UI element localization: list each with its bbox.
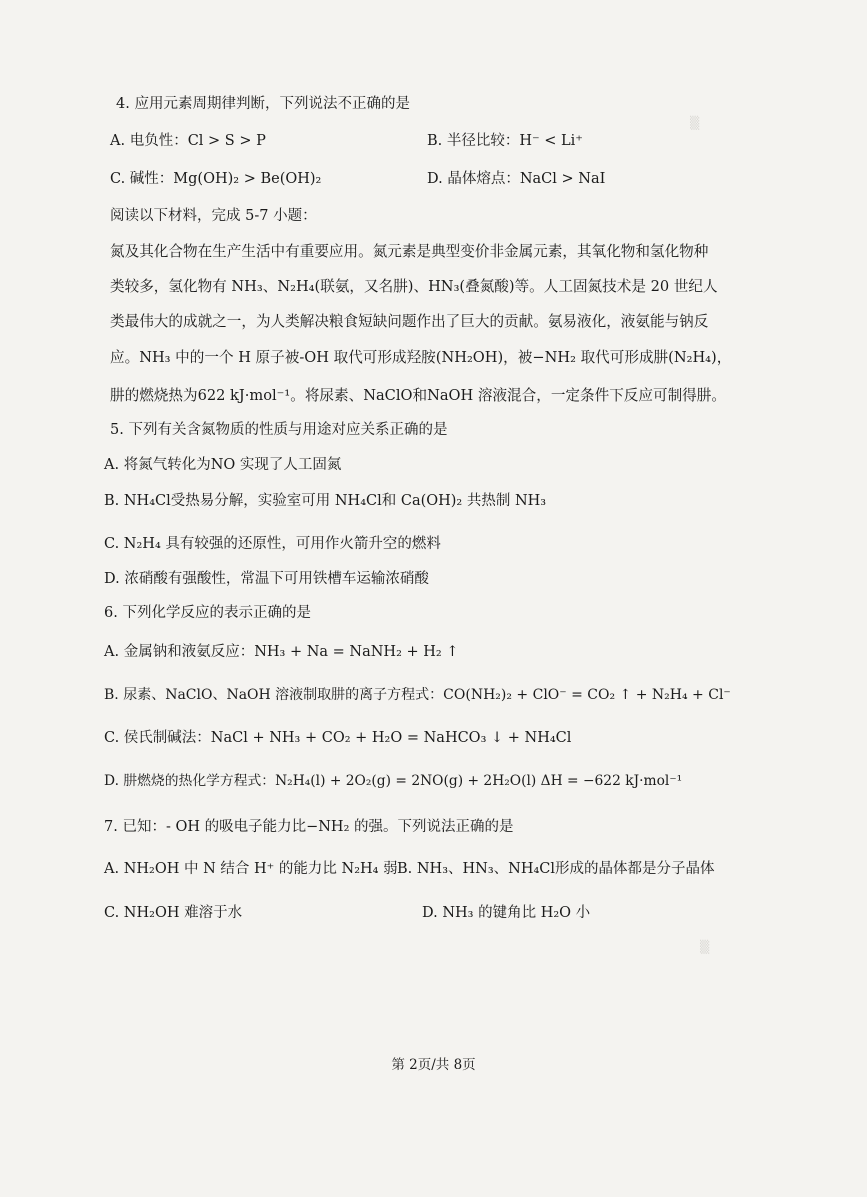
q4-option-a: A. 电负性：Cl > S > P: [110, 133, 266, 149]
bleed-through-mark: ▒: [700, 940, 710, 954]
material-line: 应。NH₃ 中的一个 H 原子被-OH 取代可形成羟胺(NH₂OH)，被−NH₂ 取代可形成肼(N₂H₄)，: [110, 349, 732, 366]
q7-option-d: D. NH₃ 的键角比 H₂O 小: [422, 905, 591, 921]
material-intro: 阅读以下材料，完成 5-7 小题：: [110, 208, 317, 224]
q7-option-c: C. NH₂OH 难溶于水: [104, 905, 243, 921]
q4-option-b: B. 半径比较：H⁻ < Li⁺: [427, 133, 583, 149]
q6-option-d: D. 肼燃烧的热化学方程式：N₂H₄(l) + 2O₂(g) = 2NO(g) + 2H₂O(l) ΔH = −622 kJ·mol⁻¹: [104, 773, 683, 789]
material-line: 类较多，氢化物有 NH₃、N₂H₄(联氨，又名肼)、HN₃(叠氮酸)等。人工固氮技术是 20 世纪人: [110, 278, 718, 295]
material-line: 肼的燃烧热为622 kJ·mol⁻¹。将尿素、NaClO和NaOH 溶液混合，一定条件下反应可制得肼。: [110, 387, 726, 404]
q5-option-b: B. NH₄Cl受热易分解，实验室可用 NH₄Cl和 Ca(OH)₂ 共热制 NH₃: [104, 493, 547, 509]
material-line: 类最伟大的成就之一，为人类解决粮食短缺问题作出了巨大的贡献。氨易液化，液氨能与钠反: [110, 313, 709, 330]
q5-option-c: C. N₂H₄ 具有较强的还原性，可用作火箭升空的燃料: [104, 536, 441, 552]
bleed-through-mark: ▒: [690, 116, 700, 130]
q5-option-d: D. 浓硝酸有强酸性，常温下可用铁槽车运输浓硝酸: [104, 571, 429, 587]
q4-stem: 4. 应用元素周期律判断，下列说法不正确的是: [116, 96, 410, 112]
q4-option-c: C. 碱性：Mg(OH)₂ > Be(OH)₂: [110, 171, 322, 187]
q6-option-a: A. 金属钠和液氨反应：NH₃ + Na = NaNH₂ + H₂ ↑: [104, 644, 459, 660]
q6-option-c: C. 侯氏制碱法：NaCl + NH₃ + CO₂ + H₂O = NaHCO₃ ↓ + NH₄Cl: [104, 730, 572, 746]
q4-option-d: D. 晶体熔点：NaCl > NaI: [427, 171, 606, 187]
q6-option-b: B. 尿素、NaClO、NaOH 溶液制取肼的离子方程式：CO(NH₂)₂ + ClO⁻ = CO₂ ↑ + N₂H₄ + Cl⁻: [104, 687, 731, 703]
q7-option-a: A. NH₂OH 中 N 结合 H⁺ 的能力比 N₂H₄ 弱: [104, 861, 398, 877]
q6-stem: 6. 下列化学反应的表示正确的是: [104, 605, 311, 621]
page-number: 第 2页/共 8页: [391, 1057, 476, 1073]
q5-stem: 5. 下列有关含氮物质的性质与用途对应关系正确的是: [110, 422, 448, 438]
material-line: 氮及其化合物在生产生活中有重要应用。氮元素是典型变价非金属元素，其氧化物和氢化物种: [110, 243, 709, 260]
q7-option-b: B. NH₃、HN₃、NH₄Cl形成的晶体都是分子晶体: [397, 861, 715, 877]
q5-option-a: A. 将氮气转化为NO 实现了人工固氮: [104, 457, 342, 473]
q7-stem: 7. 已知：- OH 的吸电子能力比−NH₂ 的强。下列说法正确的是: [104, 819, 514, 835]
